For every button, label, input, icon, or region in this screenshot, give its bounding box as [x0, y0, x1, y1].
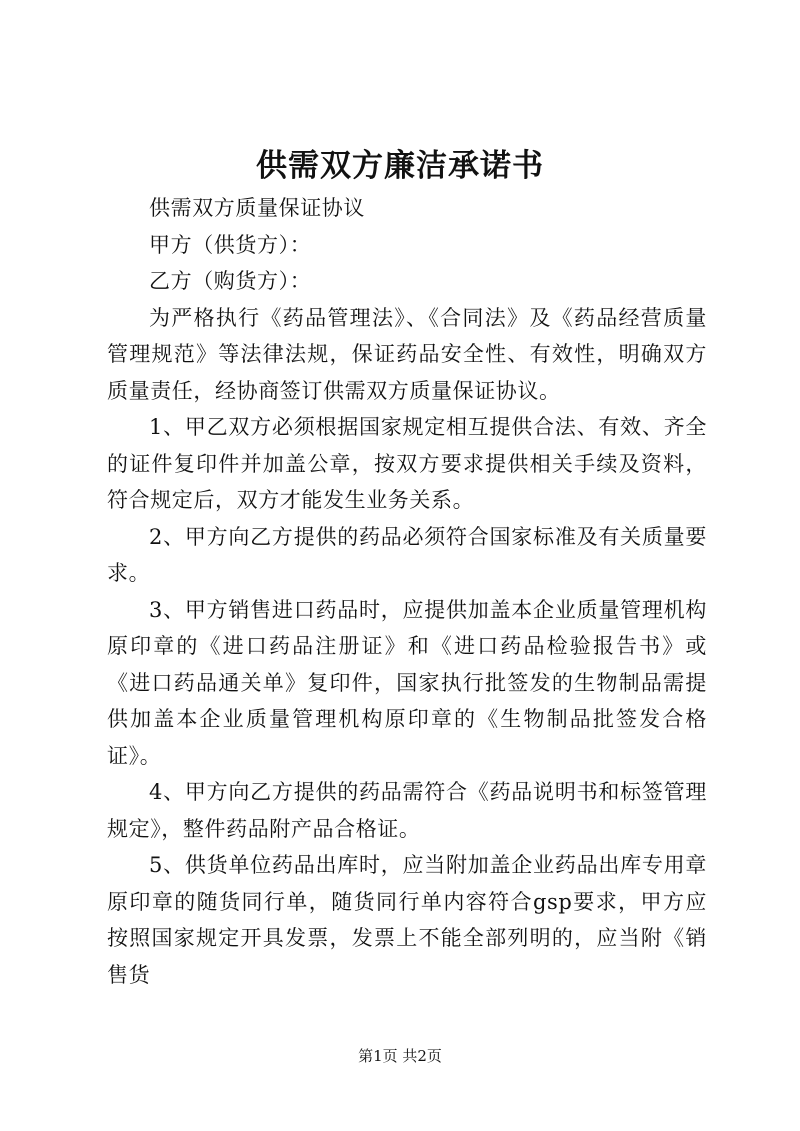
paragraph: 为严格执行《药品管理法》、《合同法》及《药品经营质量管理规范》等法律法规，保证药品安全性、有效性，明确双方质量责任，经协商签订供需双方质量保证协议。	[107, 305, 707, 403]
paragraph: 4、甲方向乙方提供的药品需符合《药品说明书和标签管理规定》，整件药品附产品合格证。	[107, 780, 707, 841]
paragraph: 甲方（供货方）：	[149, 232, 312, 257]
document-title: 供需双方廉洁承诺书	[256, 148, 544, 184]
page-footer: 第1页 共2页	[358, 1047, 442, 1065]
paragraph: 乙方（购货方）：	[149, 269, 312, 293]
paragraph: 2、甲方向乙方提供的药品必须符合国家标准及有关质量要求。	[107, 524, 707, 585]
paragraph: 1、甲乙双方必须根据国家规定相互提供合法、有效、齐全的证件复印件并加盖公章，按双方要求提供相关手续及资料，符合规定后，双方才能发生业务关系。	[107, 415, 707, 512]
paragraph: 3、甲方销售进口药品时，应提供加盖本企业质量管理机构原印章的《进口药品注册证》和《进口药品检验报告书》或《进口药品通关单》复印件，国家执行批签发的生物制品需提供加盖本企业质量管理机构原印章的《生物制品批签发合格证》。	[107, 597, 707, 768]
document-body	[107, 190, 707, 993]
paragraph: 供需双方质量保证协议	[149, 196, 365, 220]
paragraph: 5、供货单位药品出库时，应当附加盖企业药品出库专用章原印章的随货同行单，随货同行单内容符合gsp要求，甲方应按照国家规定开具发票，发票上不能全部列明的，应当附《销售货	[107, 853, 707, 987]
